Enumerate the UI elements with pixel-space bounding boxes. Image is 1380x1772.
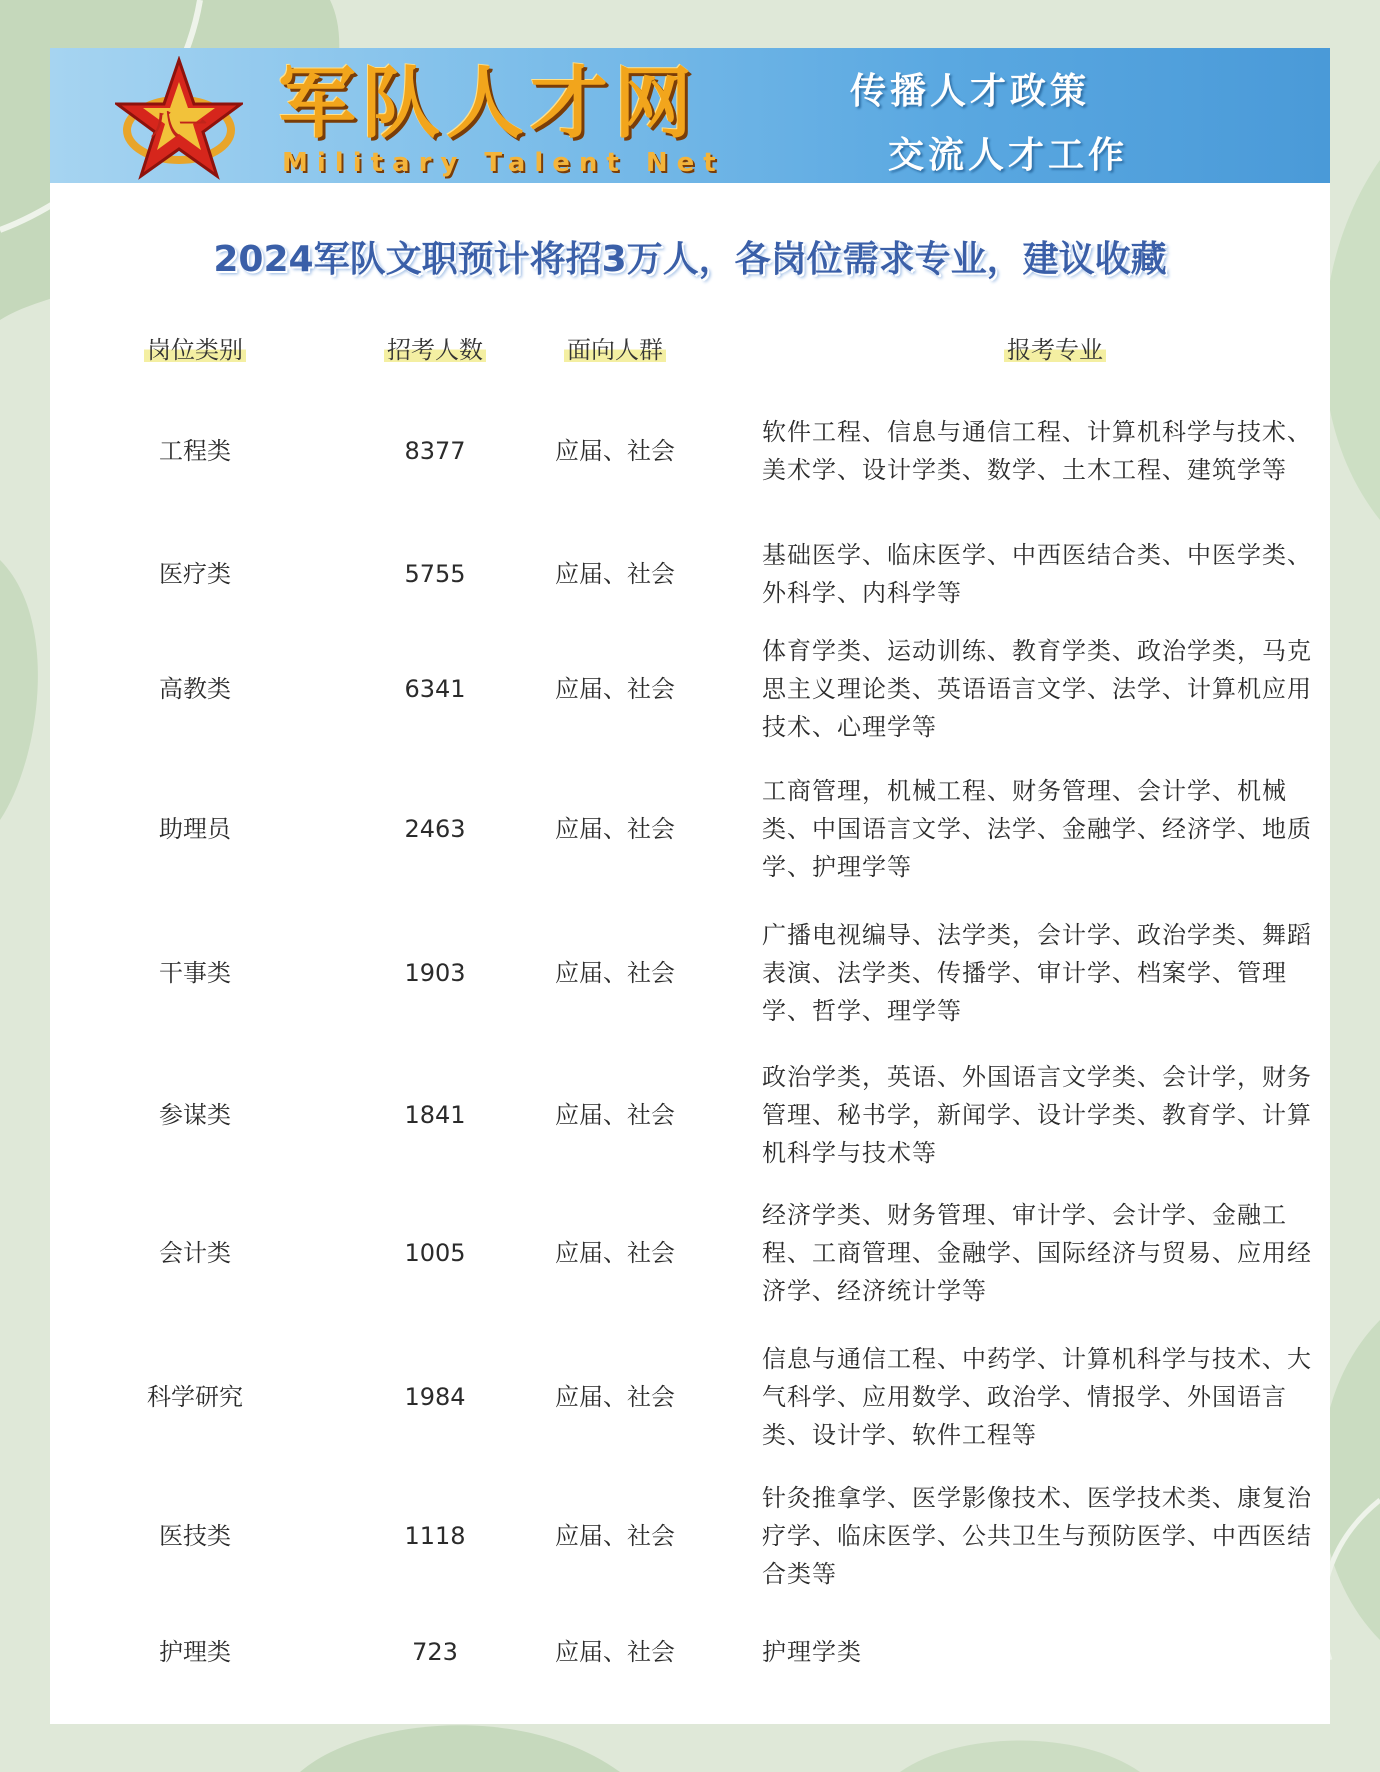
row-category: 参谋类 [159, 1101, 231, 1129]
row-category: 医疗类 [159, 560, 231, 588]
row-category: 科学研究 [147, 1383, 243, 1411]
row-category: 护理类 [159, 1638, 231, 1666]
row-category: 助理员 [159, 815, 231, 843]
row-majors: 广播电视编导、法学类，会计学、政治学类、舞蹈表演、法学类、传播学、审计学、档案学、管理学、哲学、理学等 [762, 921, 1312, 1025]
brand-name-english: Military Talent Net [282, 148, 725, 178]
header-label: 岗位类别 [144, 336, 246, 364]
row-count: 2463 [404, 815, 466, 843]
column-header-audience [530, 333, 700, 367]
row-audience: 应届、社会 [555, 675, 675, 703]
row-majors: 工商管理，机械工程、财务管理、会计学、机械类、中国语言文学、法学、金融学、经济学、地质学、护理学等 [762, 777, 1312, 881]
row-count: 1903 [404, 959, 466, 987]
row-count: 6341 [404, 675, 466, 703]
row-count: 1841 [404, 1101, 466, 1129]
document-card [50, 48, 1330, 1724]
row-audience: 应届、社会 [555, 1383, 675, 1411]
row-majors: 护理学类 [762, 1638, 862, 1666]
header-label: 面向人群 [564, 336, 666, 364]
slogan-line-2: 交流人才工作 [888, 135, 1129, 176]
header-label: 报考专业 [1004, 336, 1106, 364]
row-count: 5755 [404, 560, 466, 588]
row-audience: 应届、社会 [555, 1522, 675, 1550]
row-majors: 经济学类、财务管理、审计学、会计学、金融工程、工商管理、金融学、国际经济与贸易、应用经济学、经济统计学等 [762, 1201, 1312, 1305]
column-header-count [340, 333, 530, 367]
row-audience: 应届、社会 [555, 437, 675, 465]
row-count: 1118 [404, 1522, 466, 1550]
row-majors: 软件工程、信息与通信工程、计算机科学与技术、美术学、设计学类、数学、土木工程、建筑学等 [762, 418, 1312, 484]
row-majors: 针灸推拿学、医学影像技术、医学技术类、康复治疗学、临床医学、公共卫生与预防医学、中西医结合类等 [762, 1484, 1312, 1588]
row-audience: 应届、社会 [555, 959, 675, 987]
row-count: 8377 [404, 437, 466, 465]
row-category: 工程类 [159, 437, 231, 465]
row-audience: 应届、社会 [555, 1101, 675, 1129]
row-majors: 基础医学、临床医学、中西医结合类、中医学类、外科学、内科学等 [762, 541, 1312, 607]
row-count: 1984 [404, 1383, 466, 1411]
row-audience: 应届、社会 [555, 560, 675, 588]
document-title: 2024军队文职预计将招3万人，各岗位需求专业，建议收藏 [213, 239, 1167, 280]
row-category: 高教类 [159, 675, 231, 703]
column-header-category [110, 333, 280, 367]
header-label: 招考人数 [384, 336, 486, 364]
military-star-logo-icon [115, 56, 243, 180]
header-banner [50, 48, 1330, 183]
row-audience: 应届、社会 [555, 1239, 675, 1267]
row-majors: 体育学类、运动训练、教育学类、政治学类，马克思主义理论类、英语语言文学、法学、计算机应用技术、心理学等 [762, 637, 1312, 741]
row-category: 医技类 [159, 1522, 231, 1550]
column-header-majors [760, 333, 1330, 367]
brand-name: 军队人才网 [278, 59, 699, 149]
row-audience: 应届、社会 [555, 815, 675, 843]
row-category: 干事类 [159, 959, 231, 987]
slogan-line-1: 传播人才政策 [850, 71, 1091, 112]
row-majors: 政治学类，英语、外国语言文学类、会计学，财务管理、秘书学，新闻学、设计学类、教育学、计算机科学与技术等 [762, 1063, 1312, 1167]
row-count: 723 [412, 1638, 458, 1666]
svg-text:八一: 八一 [150, 108, 208, 141]
row-majors: 信息与通信工程、中药学、计算机科学与技术、大气科学、应用数学、政治学、情报学、外国语言类、设计学、软件工程等 [762, 1345, 1312, 1449]
row-category: 会计类 [159, 1239, 231, 1267]
row-count: 1005 [404, 1239, 466, 1267]
row-audience: 应届、社会 [555, 1638, 675, 1666]
